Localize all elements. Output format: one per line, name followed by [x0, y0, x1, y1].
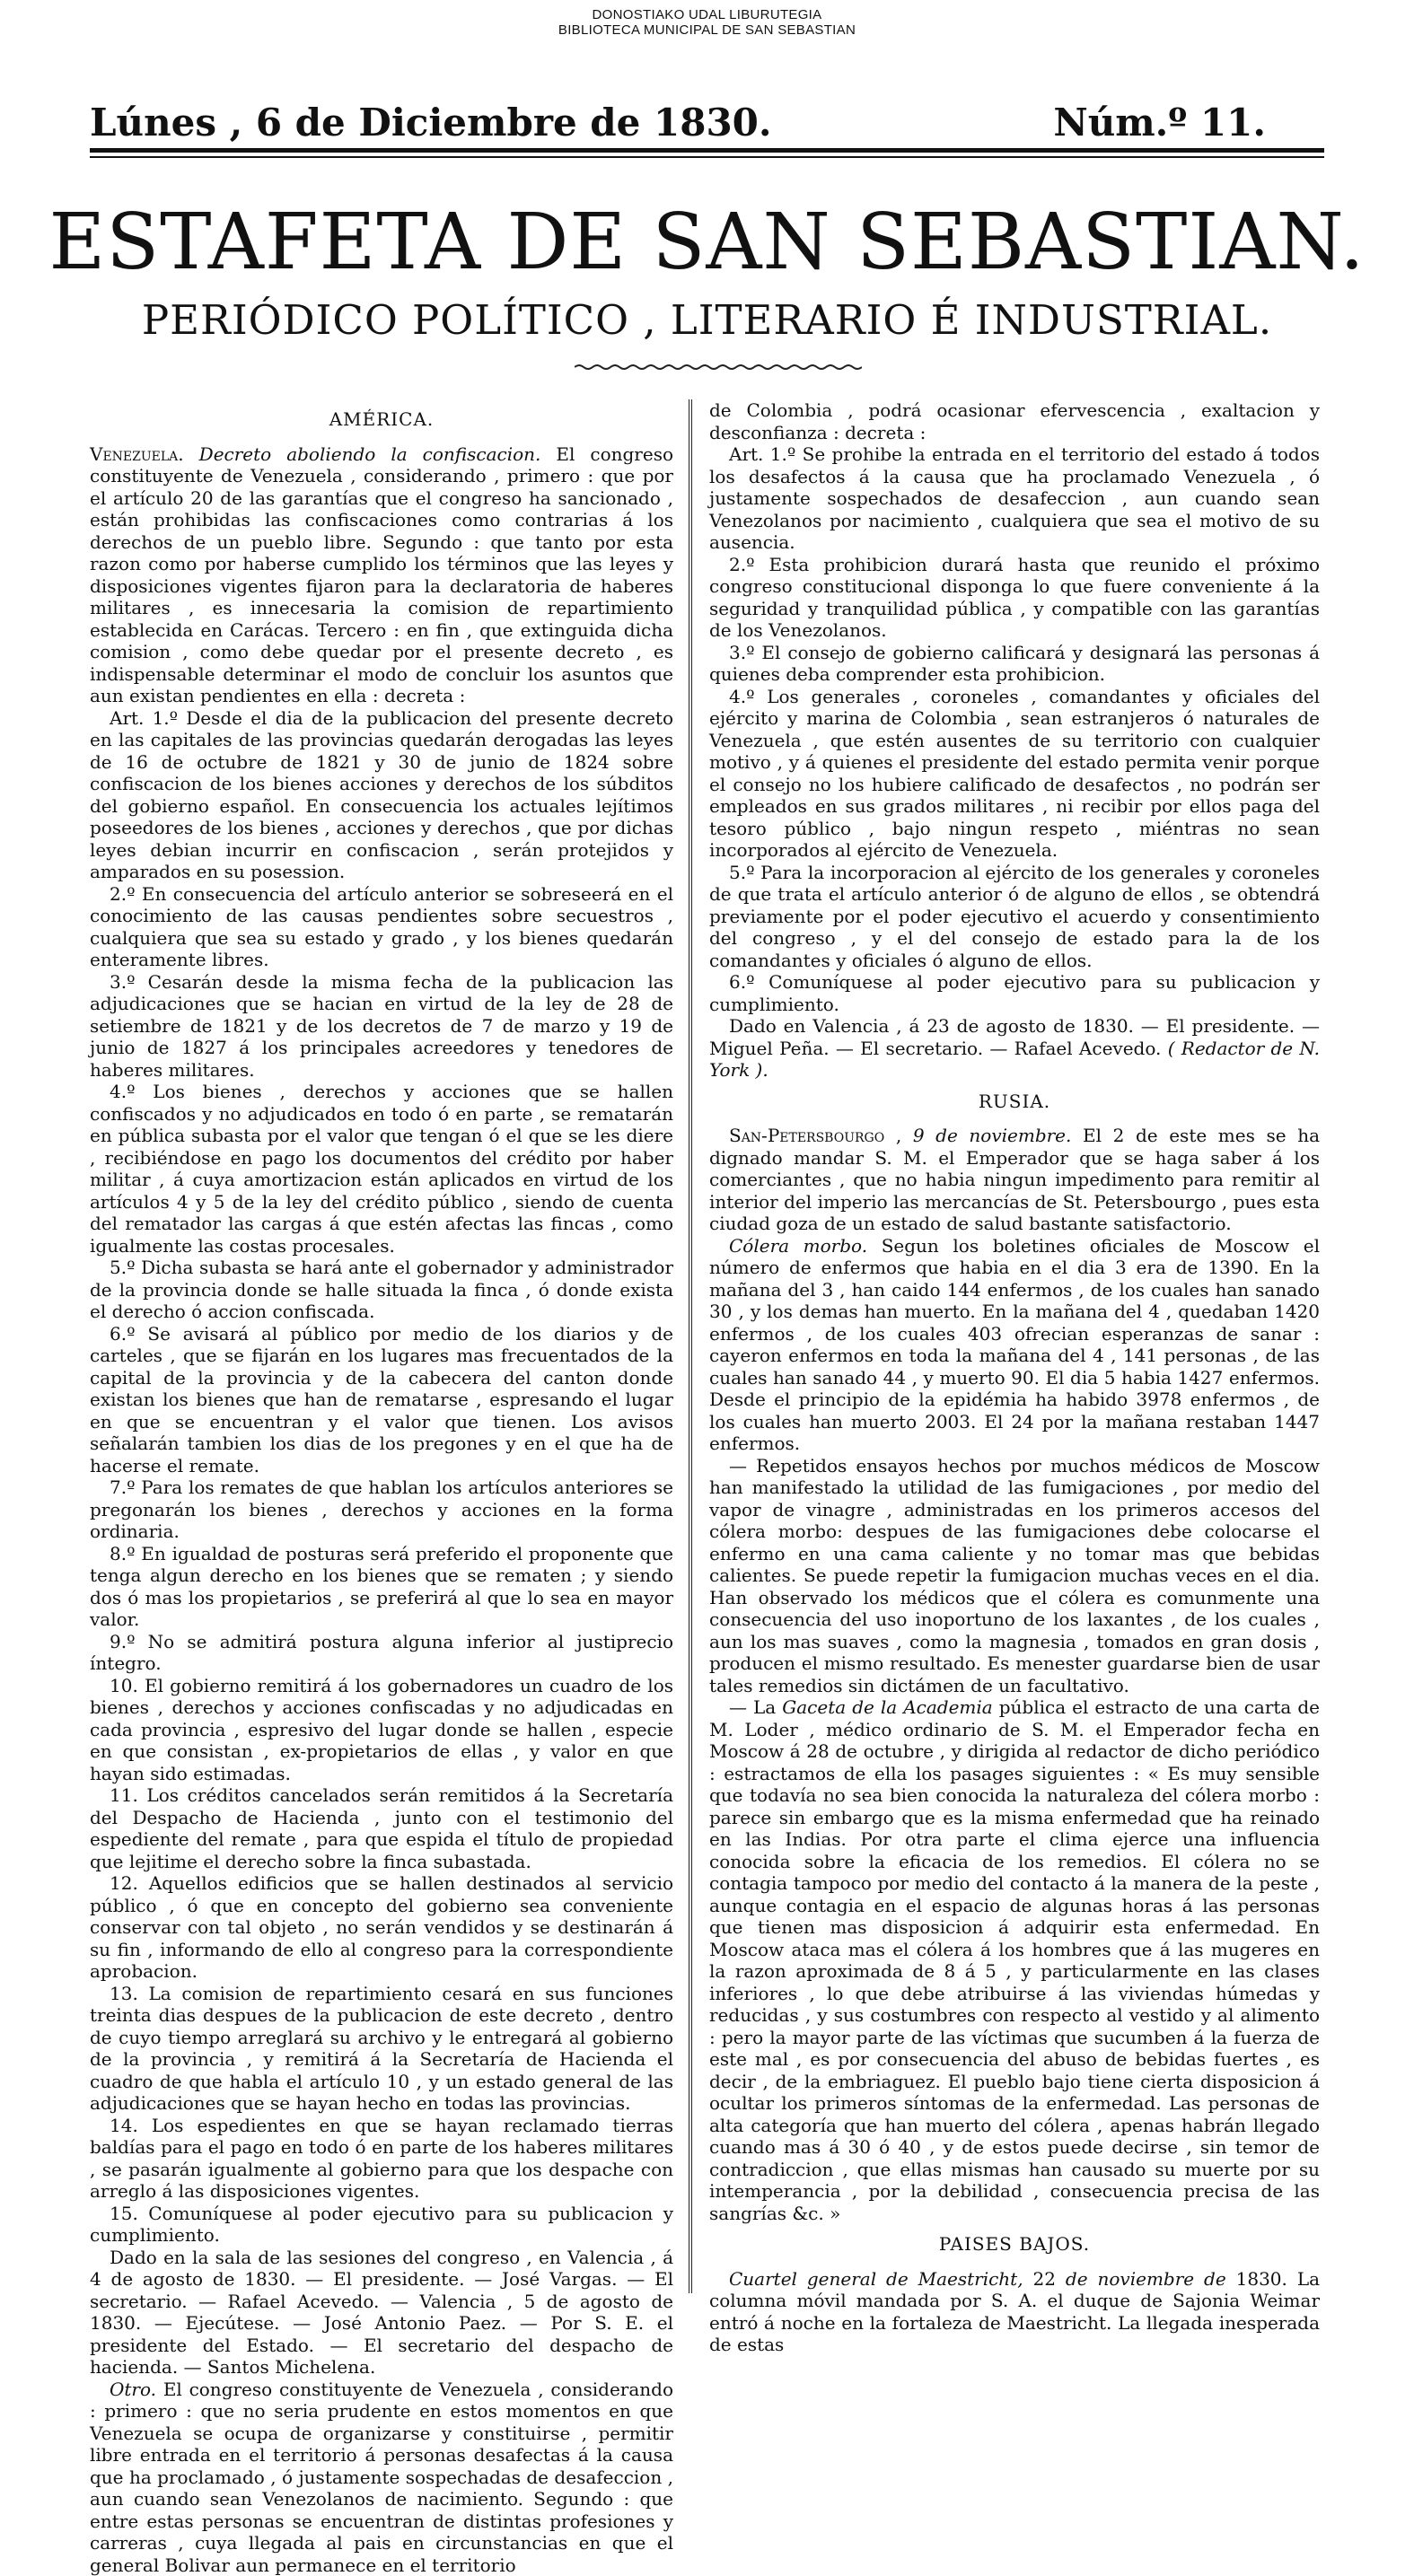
dateline-month: de noviembre de — [1066, 2268, 1226, 2290]
article-paragraph: 10. El gobierno remitirá á los gobernadores un cuadro de los bienes , derechos y acciones confiscadas y no adjudicadas en cada provincia , espresivo del lugar donde se hallen , especie en que consistan , ex-propietarios de ellas , y valor en que hayan sido estimadas. — [90, 1675, 673, 1785]
masthead-title: ESTAFETA DE SAN SEBASTIAN. — [0, 197, 1414, 287]
article-paragraph — [90, 2379, 673, 2576]
article-paragraph — [709, 2268, 1320, 2356]
paragraph-text: pública el estracto de una carta de M. Loder , médico ordinario de S. M. el Emperador fecha en Moscow á 28 de octubre , y dirigida al redactor de dicho periódico : estractamos de ella los pasages siguientes : « Es muy sensible que todavía no sea bien conocida la naturaleza del cólera morbo : parece sin embargo que es la misma enfermedad que ha reinado en las Indias. Por otra parte el clima ejerce una influencia conocida sobre la eficacia de los remedios. El cólera no se contagia tampoco por medio del contacto á la manera de la peste , aunque contagia en el espacio de algunas horas á las personas que tienen mas disposicion á adquirir esta enfermedad. En Moscow ataca mas el cólera á los hombres que á las mugeres en la razon aproximada de 8 á 5 , y particularmente en las clases inferiores , lo que debe atribuirse á las viviendas húmedas y reducidas , y sus costumbres con respecto al vestido y al alimento : pero la mayor parte de las víctimas que sucumben á la fuerza de este mal , es por consecuencia del abuso de bebidas fuertes , es decir , de la embriaguez. El pueblo bajo tiene cierta disposicion á ocultar los primeros síntomas de la enfermedad. Las personas de alta categoría que han muerto del cólera , apenas habrán llegado cuando mas á 30 ó 40 , y de estos puede decirse , sin temor de contradiccion , que ellas mismas han causado su muerte por su intemperancia , por la debilidad , consecuencia precisa de las sangrías &c. » — [709, 1696, 1320, 2224]
article-paragraph: 8.º En igualdad de posturas será preferido el proponente que tenga algun derecho en los bienes que se rematen ; y siendo dos ó mas los propietarios , se preferirá al que lo sea en mayor valor. — [90, 1543, 673, 1631]
source-credit: ( Redactor de N. York ). — [709, 1038, 1320, 1082]
article-paragraph: 5.º Dicha subasta se hará ante el gobernador y administrador de la provincia donde se halle situada la finca , ó donde exista el derecho ó accion confiscada. — [90, 1257, 673, 1323]
paragraph-lead: Otro. — [110, 2379, 156, 2400]
library-stamp-line2: BIBLIOTECA MUNICIPAL DE SAN SEBASTIAN — [0, 22, 1414, 38]
ornamental-rule — [575, 364, 862, 371]
section-heading-paises-bajos: PAISES BAJOS. — [709, 2233, 1320, 2256]
masthead-subtitle: PERIÓDICO POLÍTICO , LITERARIO É INDUSTRIAL. — [0, 296, 1414, 344]
publication-name: Gaceta de la Academia — [782, 1696, 992, 1718]
article-paragraph: 11. Los créditos cancelados serán remitidos á la Secretaría del Despacho de Hacienda , junto con el testimonio del espediente del remate , para que espida el título de propiedad que lejitime el derecho sobre la finca subastada. — [90, 1784, 673, 1872]
article-paragraph: 12. Aquellos edificios que se hallen destinados al servicio público , ó que en concepto del gobierno sea conveniente conservar con tal objeto , no serán vendidos y se destinarán á su fin , informando de ello al congreso para la correspondiente aprobacion. — [90, 1872, 673, 1983]
dateline-lead: Cuartel general de Maestricht, — [729, 2268, 1023, 2290]
paragraph-text: Segun los boletines oficiales de Moscow el número de enfermos que habia en el dia 3 era de 1390. En la mañana del 3 , han caido 144 enfermos , de los cuales han sanado 30 , y los demas han muerto. En la mañana del 4 , quedaban 1420 enfermos , de los cuales 403 ofrecian esperanzas de sanar : cayeron enfermos en toda la mañana del 4 , 141 personas , de las cuales han sanado 44 , y muerto 90. El dia 5 habia 1427 enfermos. Desde el principio de la epidémia ha habido 3978 enfermos , de los cuales han muerto 2003. El 24 por la mañana restaban 1447 enfermos. — [709, 1235, 1320, 1455]
issue-number: Núm.º 11. — [1053, 101, 1266, 145]
paragraph-text: 1830. La columna móvil mandada por S. A. el duque de Sajonia Weimar entró á noche en la fortaleza de Maestricht. La llegada inesperada de estas — [709, 2268, 1320, 2356]
article-paragraph: 7.º Para los remates de que hablan los artículos anteriores se pregonarán los bienes , derechos y acciones en la forma ordinaria. — [90, 1476, 673, 1543]
right-column — [709, 399, 1320, 2356]
article-paragraph: de Colombia , podrá ocasionar efervescencia , exaltacion y desconfianza : decreta : — [709, 399, 1320, 443]
issue-date: Lúnes , 6 de Diciembre de 1830. — [90, 101, 772, 145]
left-column — [90, 399, 673, 2576]
dateline-lead: Venezuela. — [90, 443, 184, 465]
article-paragraph: 3.º El consejo de gobierno calificará y designará las personas á quienes deba comprender esta prohibicion. — [709, 642, 1320, 686]
paragraph-text: El 2 de este mes se ha dignado mandar S. M. el Emperador que se haga saber á los comerciantes , que no habia ningun impedimento para remitir al interior del imperio las mercancías de St. Petersbourgo , pues esta ciudad goza de un estado de salud bastante satisfactorio. — [709, 1125, 1320, 1234]
article-paragraph: 4.º Los bienes , derechos y acciones que se hallen confiscados y no adjudicados en todo ó en parte , se rematarán en pública subasta por el valor que tengan ó el que se les diere , recibiéndose en pago los documentos del crédito por haber militar , á cuya amortizacion están aplicados en virtud de los artículos 4 y 5 de la ley del crédito público , siendo de cuenta del rematador las cargas á que estén afectas las fincas , como igualmente las costas procesales. — [90, 1081, 673, 1257]
article-paragraph: 6.º Comuníquese al poder ejecutivo para su publicacion y cumplimiento. — [709, 971, 1320, 1015]
dateline-day: 22 — [1033, 2268, 1056, 2290]
article-paragraph — [709, 1015, 1320, 1082]
library-stamp-line1: DONOSTIAKO UDAL LIBURUTEGIA — [0, 7, 1414, 22]
article-paragraph: 2.º Esta prohibicion durará hasta que reunido el próximo congreso constitucional disponga lo que fuere conveniente á la seguridad y tranquilidad pública , y compatible con las garantías de los Venezolanos. — [709, 554, 1320, 642]
article-paragraph: 5.º Para la incorporacion al ejército de los generales y coroneles de que trata el artículo anterior ó de alguno de ellos , se obtendrá previamente por el poder ejecutivo el acuerdo y consentimiento del congreso , y el del consejo de estado para la de los comandantes y oficiales ó alguno de ellos. — [709, 862, 1320, 972]
article-paragraph: 6.º Se avisará al público por medio de los diarios y de carteles , que se fijarán en los lugares mas frecuentados de la capital de la provincia y de la cabecera del canton donde existan los bienes que han de rematarse , espresando el lugar en que se encuentran y el valor que tienen. Los avisos señalarán tambien los dias de los pregones y en el que ha de hacerse el remate. — [90, 1323, 673, 1477]
article-paragraph: 3.º Cesarán desde la misma fecha de la publicacion las adjudicaciones que se hacian en virtud de la ley de 28 de setiembre de 1821 y de los decretos de 7 de marzo y 19 de junio de 1827 á los principales acreedores y tenedores de haberes militares. — [90, 971, 673, 1082]
article-paragraph — [709, 1235, 1320, 1455]
paragraph-text: Dado en Valencia , á 23 de agosto de 1830. — El presidente. — Miguel Peña. — El secretario. — Rafael Acevedo. — [709, 1015, 1320, 1059]
dateline-lead: San-Petersbourgo , — [729, 1125, 901, 1146]
article-paragraph: — Repetidos ensayos hechos por muchos médicos de Moscow han manifestado la utilidad de las fumigaciones , por medio del vapor de vinagre , administradas en los primeros accesos del cólera morbo: despues de las fumigaciones debe colocarse el enfermo en una cama caliente y no tomar mas que bebidas calientes. Se puede repetir la fumigacion muchas veces en el dia. Han observado los médicos que el cólera es comunmente una consecuencia del uso inoportuno de los laxantes , de los cuales , aun los mas suaves , como la magnesia , tomados en gran dosis , producen el mismo resultado. Es menester guardarse bien de usar tales remedios sin dictámen de un facultativo. — [709, 1455, 1320, 1697]
header-rule-thick — [90, 148, 1324, 153]
article-paragraph: 15. Comuníquese al poder ejecutivo para su publicacion y cumplimiento. — [90, 2203, 673, 2247]
paragraph-lead: — La — [729, 1696, 776, 1718]
article-paragraph — [709, 1696, 1320, 2224]
paragraph-text: El congreso constituyente de Venezuela , considerando : primero : que no seria prudente en estos momentos en que Venezuela se ocupa de organizarse y constituirse , permitir libre entrada en el territorio á personas desafectas á la causa que ha proclamado , ó justamente sospechadas de desafeccion , aun cuando sean Venezolanos de nacimiento. Segundo : que entre estas personas se encuentran de distintas profesiones y carreras , cuya llegada al pais en circunstancias en que el general Bolivar aun permanece en el territorio — [90, 2379, 673, 2576]
article-paragraph: Art. 1.º Desde el dia de la publicacion del presente decreto en las capitales de las provincias quedarán derogadas las leyes de 16 de octubre de 1821 y 30 de junio de 1824 sobre confiscacion de los bienes acciones y derechos de los súbditos del gobierno español. En consecuencia los actuales lejítimos poseedores de los bienes , acciones y derechos , que por dichas leyes debian incurrir en confiscacion , serán protejidos y amparados en su posession. — [90, 707, 673, 883]
header-rule-thin — [90, 156, 1324, 158]
article-paragraph — [90, 443, 673, 707]
article-paragraph: 9.º No se admitirá postura alguna inferior al justiprecio íntegro. — [90, 1631, 673, 1675]
section-heading-america: AMÉRICA. — [90, 408, 673, 431]
article-paragraph: 4.º Los generales , coroneles , comandantes y oficiales del ejército y marina de Colombia , sean estranjeros ó naturales de Venezuela , que estén ausentes de su territorio con cualquier motivo , y á quienes el presidente del estado permita venir porque el consejo no los hubiere calificado de desafectos , no podrán ser empleados en sus grados militares , ni recibir por ellos paga del tesoro público , bajo ningun respeto , miéntras no sean incorporados al ejército de Venezuela. — [709, 686, 1320, 862]
article-paragraph: 14. Los espedientes en que se hayan reclamado tierras baldías para el pago en todo ó en parte de los haberes militares , se pasarán igualmente al gobierno para que los despache con arreglo á las disposiciones vigentes. — [90, 2115, 673, 2203]
article-paragraph — [709, 1125, 1320, 1235]
paragraph-text: El congreso constituyente de Venezuela , considerando , primero : que por el artículo 20 de las garantías que el congreso ha sancionado , están prohibidas las confiscaciones como contrarias á los derechos de un pueblo libre. Segundo : que tanto por esta razon como por haberse cumplido los términos que las leyes y disposiciones vigentes fijaron para la declaratoria de haberes militares , es innecesaria la comision de repartimiento establecida en Carácas. Tercero : en fin , que extinguida dicha comision , como debe quedar por el presente decreto , es indispensable determinar el modo de concluir los asuntos que aun existan pendientes en ella : decreta : — [90, 443, 673, 707]
paragraph-lead: Cólera morbo. — [729, 1235, 867, 1257]
article-paragraph: 13. La comision de repartimiento cesará en sus funciones treinta dias despues de la publicacion de este decreto , dentro de cuyo tiempo arreglará su archivo y le entregará al gobierno de la provincia , y remitirá á la Secretaría de Hacienda el cuadro de que habla el artículo 10 , y un estado general de las adjudicaciones que se hayan hecho en todas las provincias. — [90, 1983, 673, 2115]
column-divider — [689, 399, 692, 2293]
dateline-date: 9 de noviembre. — [913, 1125, 1072, 1146]
article-paragraph: Dado en la sala de las sesiones del congreso , en Valencia , á 4 de agosto de 1830. — El presidente. — José Vargas. — El secretario. — Rafael Acevedo. — Valencia , 5 de agosto de 1830. — Ejecútese. — José Antonio Paez. — Por S. E. el presidente del Estado. — El secretario del despacho de hacienda. — Santos Michelena. — [90, 2247, 673, 2379]
section-heading-rusia: RUSIA. — [709, 1091, 1320, 1113]
article-paragraph: Art. 1.º Se prohibe la entrada en el territorio del estado á todos los desafectos á la causa que ha proclamado Venezuela , ó justamente sospechados de desafeccion , aun cuando sean Venezolanos por nacimiento , cualquiera que sea el motivo de su ausencia. — [709, 443, 1320, 554]
article-paragraph: 2.º En consecuencia del artículo anterior se sobreseerá en el conocimiento de las causas pendientes sobre secuestros , cualquiera que sea su estado y grado , y los bienes quedarán enteramente libres. — [90, 883, 673, 971]
library-stamp — [0, 7, 1414, 38]
decree-title: Decreto aboliendo la confiscacion. — [199, 443, 541, 465]
